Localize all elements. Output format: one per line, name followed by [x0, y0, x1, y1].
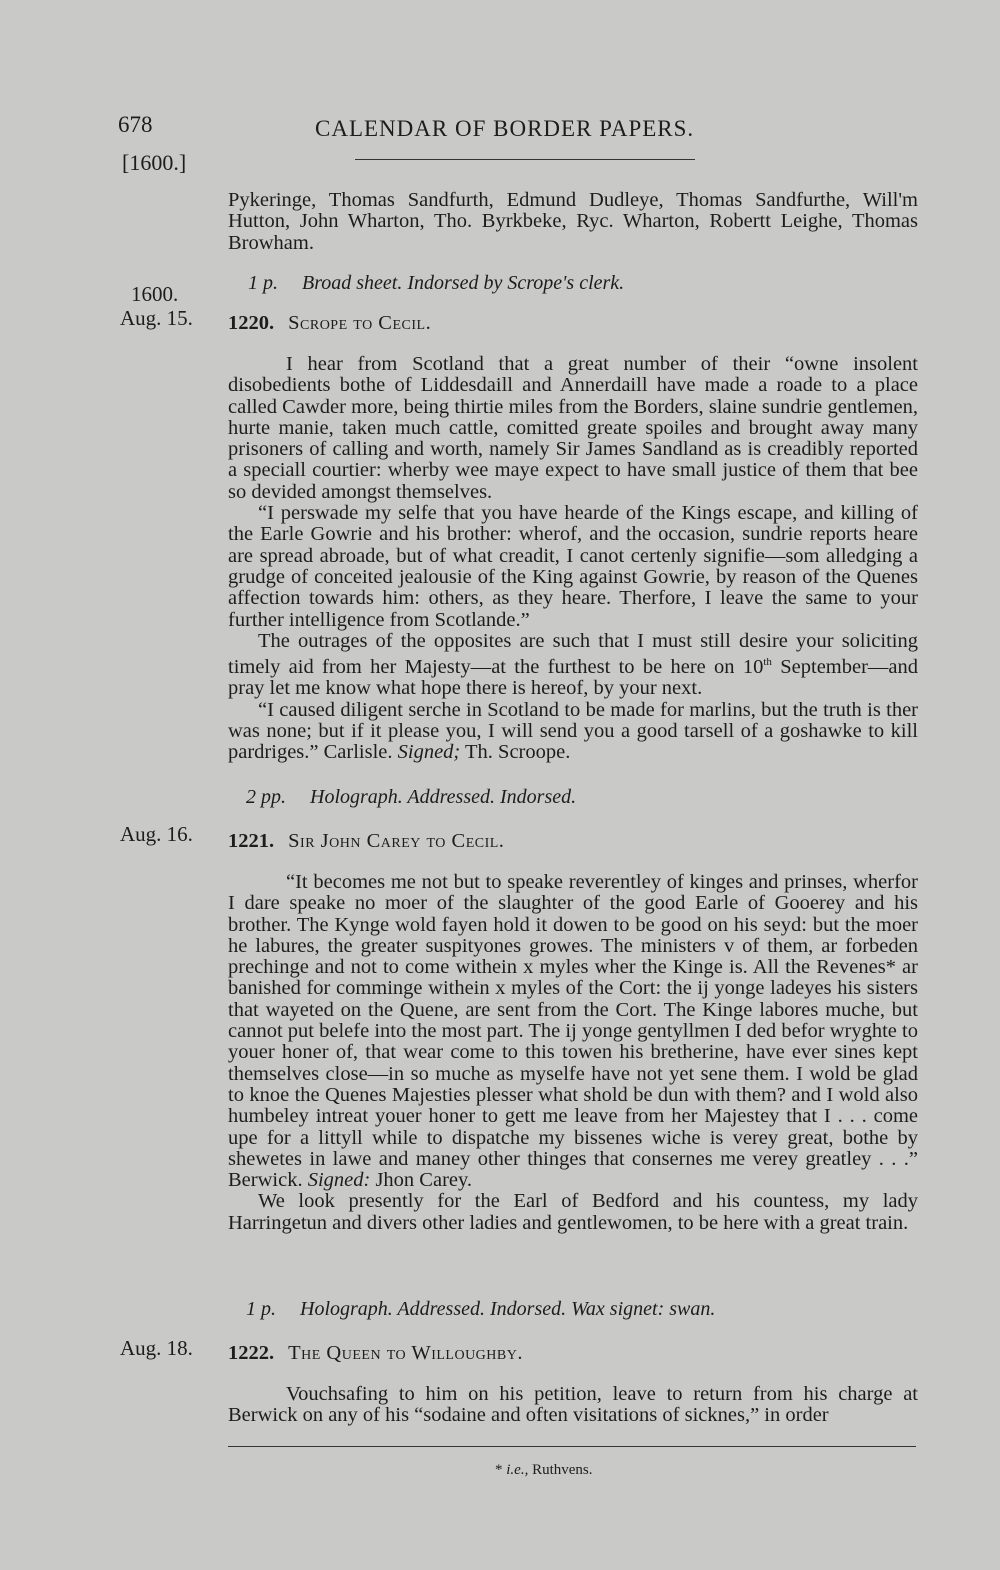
continuation-note-pages: 1 p. — [248, 272, 278, 294]
entry-1220-note-rest: Holograph. Addressed. Indorsed. — [310, 786, 577, 808]
entry-1222-title: The Queen to Willoughby. — [288, 1342, 523, 1364]
footnote-abbr: i.e., — [506, 1462, 529, 1478]
entry-1222-body — [228, 1384, 918, 1427]
entry-1221-para-2: We look presently for the Earl of Bedford and his countess, my lady Harringetun and divers other ladies and gentlewomen, to be here with a great train. — [228, 1190, 918, 1234]
footnote-mark: * — [495, 1462, 503, 1478]
footnote-rule — [228, 1446, 916, 1447]
entry-1221-date: Aug. 16. — [120, 822, 193, 846]
entry-1221-note-rest: Holograph. Addressed. Indorsed. Wax signet: swan. — [300, 1298, 716, 1320]
entry-1222-para-1: Vouchsafing to him on his petition, leave to return from his charge at Berwick on any of his “sodaine and often visitations of sicknes,” in order — [228, 1383, 918, 1427]
continuation-note — [248, 272, 624, 295]
entry-1220-note — [246, 786, 576, 809]
footnote-text: Ruthvens. — [532, 1462, 593, 1478]
entry-1221-number: 1221. — [228, 830, 275, 852]
entry-1220-para-3-rest: September—and pray let me know what hope there is hereof, by your next. — [228, 655, 919, 700]
entry-1222-date: Aug. 18. — [120, 1336, 193, 1360]
continuation-text: Pykeringe, Thomas Sandfurth, Edmund Dudleye, Thomas Sandfurthe, Will'm Hutton, John Wharton, Tho. Byrkbeke, Ryc. Wharton, Robertt Leighe, Thomas Browham. — [228, 189, 918, 254]
entry-1221-title: Sir John Carey to Cecil. — [288, 830, 505, 852]
entry-1220-para-3-text: The outrages of the opposites are such that I must still desire your soliciting timely aid from her Majesty—at the furthest to be here on 10 — [228, 629, 918, 678]
running-title: CALENDAR OF BORDER PAPERS. — [315, 116, 695, 141]
entry-1220-heading — [228, 312, 431, 335]
footnote — [495, 1462, 593, 1479]
entry-1220-note-pages: 2 pp. — [246, 786, 286, 808]
continuation-block — [228, 190, 918, 254]
entry-1222-number: 1222. — [228, 1342, 275, 1364]
header-rule — [355, 159, 695, 160]
entry-1220-number: 1220. — [228, 312, 275, 334]
entry-1220-para-3 — [228, 631, 918, 700]
entry-1220-signed-label: Signed; — [397, 741, 461, 764]
entry-1221-signer: Jhon Carey. — [375, 1169, 473, 1192]
entry-1220-signer: Th. Scroope. — [465, 741, 571, 764]
entry-1220-year: 1600. — [131, 282, 179, 306]
entry-1221-signed-label: Signed: — [307, 1169, 371, 1192]
continuation-note-rest: Broad sheet. Indorsed by Scrope's clerk. — [302, 272, 625, 294]
page-number: 678 — [118, 112, 153, 137]
entry-1220-para-3-sup: th — [763, 656, 772, 669]
year-bracket: [1600.] — [122, 150, 187, 175]
entry-1221-para-1-text: “It becomes me not but to speake reverentley of kinges and prinses, wherfor I dare speake no moer of the slaughter of the good Earle of Gooerey and his brother. The Kynge wold fayen hold it dowen to be good on his seyd: but the moer he labures, the greater suspityones growes. The ministers v of them, ar forbeden prechinge and not to come withein x myles wher the Kinge is. All the Revenes* ar banished for comminge withein x myles of the Cort: the ij yonge ladeyes his sisters that wayeted on the Quene, are sent from the Cort. The Kinge labores muche, but cannot put belefe into the most part. The ij yonge gentyllmen I ded befor wryghte to youer honer of, that wear come to this towen his bretherine, have ever sines kept themselves close—in so muche as myselfe have not yet sene them. I wold be glad to knoe the Quenes Majesties plesser what shold be dun with them? and I wold also humbeley intreat youer honer to gett me leave from her Majestey that I . . . come upe for a littyll while to dispatche my bissenes wiche is verey great, bothe by shewetes in lawe and maney other thinges that consernes me verey greatley . . .” Berwick. — [228, 871, 918, 1192]
entry-1221-heading — [228, 830, 504, 853]
entry-1222-heading — [228, 1342, 523, 1365]
entry-1220-para-2: “I perswade my selfe that you have hearde of the Kings escape, and killing of the Earle Gowrie and his brother: wherof, and the occasion, sundrie reports heare are spread abroade, but of what creadit, I canot certenly signifie—som alledging a grudge of conceited jealousie of the King against Gowrie, by reason of the Quenes affection towards him: others, as they heare. Therfore, I leave the same to your further intelligence from Scotlande.” — [228, 502, 918, 631]
entry-1220-body — [228, 354, 918, 763]
entry-1220-title: Scrope to Cecil. — [288, 312, 432, 334]
entry-1220-para-4-text: “I caused diligent serche in Scotland to be made for marlins, but the truth is ther was none; but if it please you, I will send you a good tarsell of a goshawke to kill pardriges.” Carlisle. — [228, 698, 918, 764]
entry-1220-date: Aug. 15. — [120, 306, 193, 330]
entry-1221-body — [228, 872, 918, 1234]
entry-1220-para-4 — [228, 700, 918, 764]
entry-1220-para-1: I hear from Scotland that a great number of their “owne insolent disobedients bothe of Liddesdaill and Annerdaill have made a roade to a place called Cawder more, being thirtie miles from the Borders, slaine sundrie gentlemen, hurte manie, taken much cattle, comitted greate spoiles and brought away many prisoners of calling and worth, namely Sir James Sandland as is creadibly reported a speciall courtier: wherby wee maye expect to have small justice of them that bee so devided amongst themselves. — [228, 353, 918, 503]
entry-1221-para-1 — [228, 872, 918, 1191]
entry-1221-note — [246, 1298, 715, 1321]
entry-1221-note-pages: 1 p. — [246, 1298, 276, 1320]
